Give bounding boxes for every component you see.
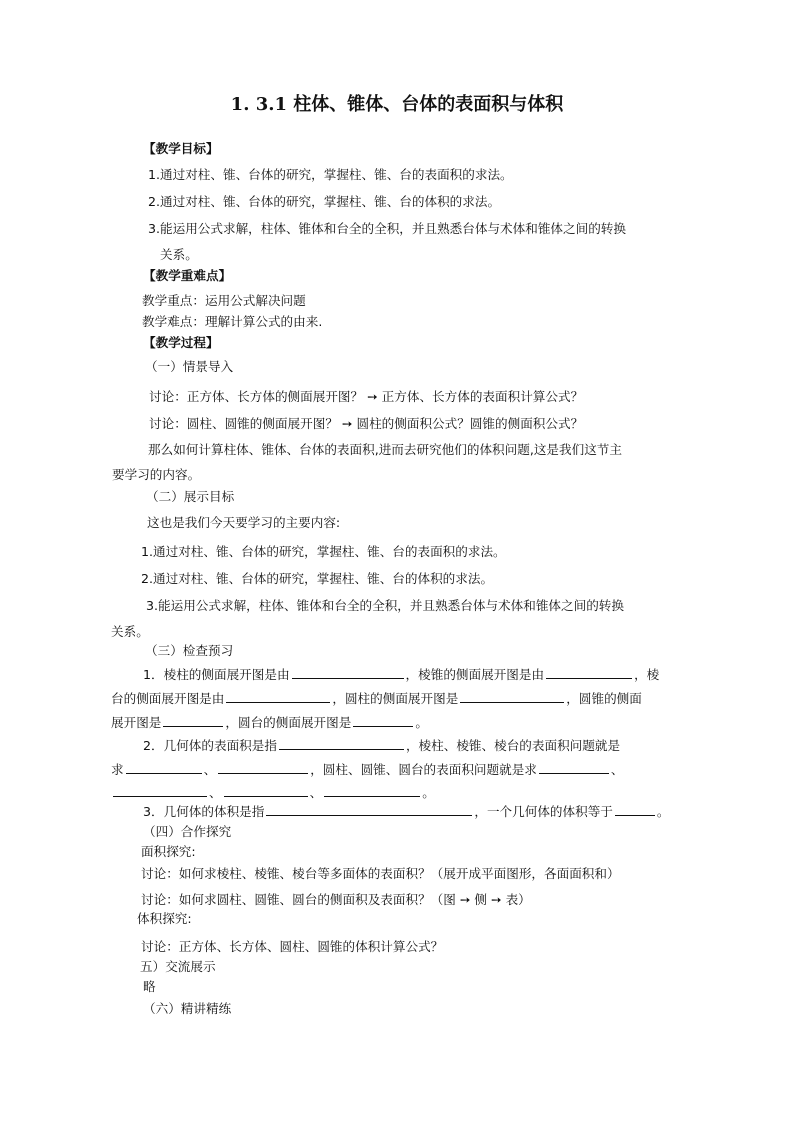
section-5-heading: 五）交流展示	[140, 959, 216, 974]
discussion-2	[149, 415, 583, 433]
discussion-1-question: 讨论：正方体、长方体的侧面展开图？	[149, 389, 364, 404]
arrow-icon: ➙	[491, 892, 502, 907]
question-1-text: ，圆柱的侧面展开图是	[332, 691, 459, 706]
question-2-line-2	[111, 760, 623, 779]
intro-paragraph: 那么如何计算柱体、锥体、台体的表面积,进而去研究他们的体积问题,这是我们这节主	[148, 442, 622, 457]
page-title: 1. 3.1 柱体、锥体、台体的表面积与体积	[230, 94, 564, 115]
question-2-text: 、	[309, 785, 323, 800]
answer-blank[interactable]	[126, 760, 202, 774]
section-1-heading: （一）情景导入	[145, 359, 234, 374]
answer-blank[interactable]	[324, 783, 420, 797]
arrow-icon: ➙	[341, 416, 353, 431]
arrow-icon: ➙	[367, 389, 378, 404]
question-2-line-3	[111, 783, 435, 802]
volume-exploration-title: 体积探究:	[137, 911, 192, 926]
answer-blank[interactable]	[218, 760, 308, 774]
question-2-text: 、	[203, 762, 217, 777]
section-2-heading: （二）展示目标	[146, 489, 235, 504]
discussion-2-question: 讨论：圆柱、圆锥的侧面展开图？	[149, 416, 338, 431]
question-1-text: 1．棱柱的侧面展开图是由	[143, 667, 290, 682]
area-discussion-1: 讨论：如何求棱柱、棱锥、棱台等多面体的表面积？（展开成平面图形，各面面积和）	[141, 866, 620, 881]
intro-paragraph-cont: 要学习的内容。	[112, 467, 201, 482]
answer-blank[interactable]	[279, 736, 404, 750]
discussion-1-followup: 正方体、长方体的表面积计算公式？	[381, 389, 584, 404]
section-3-heading: （三）检查预习	[145, 643, 234, 658]
process-heading: 【教学过程】	[143, 335, 219, 350]
section-6-heading: （六）精讲精练	[143, 1001, 232, 1016]
question-3-text: 。	[656, 804, 670, 819]
answer-blank[interactable]	[113, 783, 207, 797]
answer-blank[interactable]	[266, 802, 472, 816]
area-discussion-2-text: 讨论：如何求圆柱、圆锥、圆台的侧面积及表面积？（图	[141, 892, 456, 907]
question-1-line-1	[143, 665, 659, 684]
key-points-heading: 【教学重难点】	[143, 268, 232, 283]
section-2-intro: 这也是我们今天要学习的主要内容:	[147, 515, 341, 530]
volume-discussion-1: 讨论：正方体、长方体、圆柱、圆锥的体积计算公式？	[141, 939, 444, 954]
question-2-line-1	[143, 736, 620, 755]
discussion-2-followup: 圆柱的侧面积公式？圆锥的侧面积公式？	[356, 416, 584, 431]
question-3-text: 3．几何体的体积是指	[143, 804, 265, 819]
answer-blank[interactable]	[226, 689, 330, 703]
area-exploration-title: 面积探究:	[141, 844, 196, 859]
answer-blank[interactable]	[292, 665, 404, 679]
section-4-heading: （四）合作探究	[143, 824, 232, 839]
question-1-line-3	[111, 713, 428, 732]
goal-item-3: 3.能运用公式求解，柱体、锥体和台全的全积，并且熟悉台体与术体和锥体之间的转换	[148, 221, 626, 236]
question-1-line-2	[111, 689, 642, 708]
answer-blank[interactable]	[615, 802, 655, 816]
arrow-icon: ➙	[459, 892, 471, 907]
question-1-text: 台的侧面展开图是由	[111, 691, 225, 706]
question-1-text: 。	[415, 715, 428, 730]
area-discussion-2-text: 侧	[474, 892, 487, 907]
answer-blank[interactable]	[163, 713, 223, 727]
target-item-3: 3.能运用公式求解，柱体、锥体和台全的全积，并且熟悉台体与术体和锥体之间的转换	[146, 598, 624, 613]
goal-item-3-cont: 关系。	[160, 247, 198, 262]
question-1-text: ，圆台的侧面展开图是	[225, 715, 352, 730]
question-3	[143, 802, 669, 821]
answer-blank[interactable]	[539, 760, 609, 774]
discussion-1	[149, 388, 583, 406]
answer-blank[interactable]	[353, 713, 413, 727]
target-item-2: 2.通过对柱、锥、台体的研究，掌握柱、锥、台的体积的求法。	[141, 571, 494, 586]
section-5-body: 略	[143, 979, 156, 994]
question-2-text: 求	[111, 762, 124, 777]
teaching-difficulty: 教学难点：理解计算公式的由来.	[142, 314, 323, 329]
target-item-1: 1.通过对柱、锥、台体的研究，掌握柱、锥、台的表面积的求法。	[141, 544, 506, 559]
area-discussion-2	[141, 891, 531, 909]
question-2-text: 2．几何体的表面积是指	[143, 738, 277, 753]
question-1-text: ，棱	[634, 667, 660, 682]
area-discussion-2-text: 表）	[505, 892, 531, 907]
question-1-text: ，圆锥的侧面	[566, 691, 642, 706]
teaching-focus: 教学重点：运用公式解决问题	[142, 293, 306, 308]
question-3-text: ，一个几何体的体积等于	[474, 804, 613, 819]
question-1-text: ，棱锥的侧面展开图是由	[405, 667, 545, 682]
target-item-3-cont: 关系。	[111, 624, 149, 639]
answer-blank[interactable]	[224, 783, 308, 797]
question-2-text: 、	[610, 762, 624, 777]
question-2-text: ，棱柱、棱锥、棱台的表面积问题就是	[405, 738, 621, 753]
goal-item-2: 2.通过对柱、锥、台体的研究，掌握柱、锥、台的体积的求法。	[148, 194, 501, 209]
question-2-text: ，圆柱、圆锥、圆台的表面积问题就是求	[310, 762, 537, 777]
goals-heading: 【教学目标】	[143, 141, 219, 156]
question-1-text: 展开图是	[111, 715, 162, 730]
goal-item-1: 1.通过对柱、锥、台体的研究，掌握柱、锥、台的表面积的求法。	[148, 167, 513, 182]
question-2-text: 。	[422, 785, 435, 800]
answer-blank[interactable]	[460, 689, 564, 703]
question-2-text: 、	[209, 785, 222, 800]
answer-blank[interactable]	[546, 665, 632, 679]
